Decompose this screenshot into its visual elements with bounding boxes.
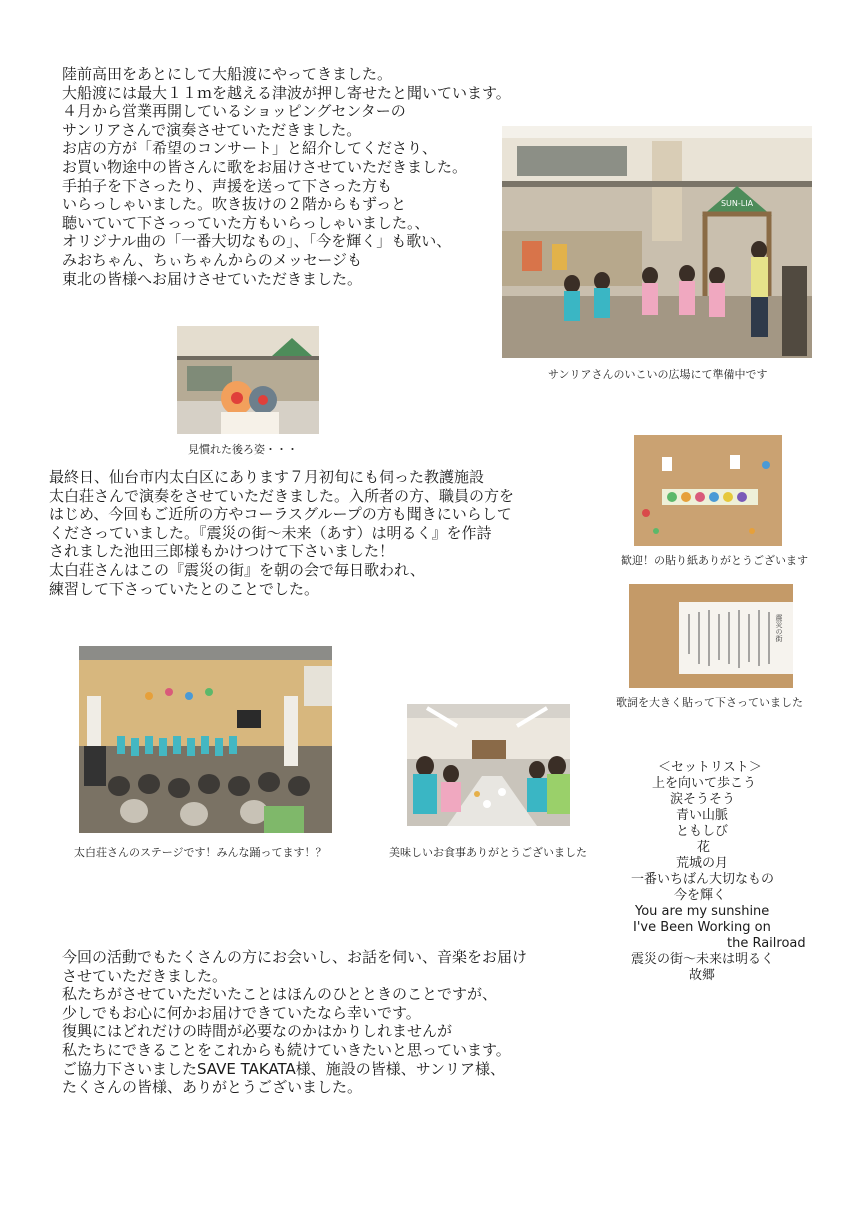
closing-line: たくさんの皆様、ありがとうございました。 — [62, 1078, 363, 1097]
intro-line: 聴いていて下さっっていた方もいらっしゃいました。、 — [62, 213, 430, 232]
setlist-song: You are my sunshine — [635, 904, 770, 919]
setlist-song: the Railroad — [727, 936, 806, 951]
intro-line: いらっしゃいました。吹き抜けの２階からもずっと — [62, 195, 407, 214]
middle-line: くださっていました。『震災の街～未来（あす）は明るく』を作詩 — [49, 523, 492, 542]
intro-line: 東北の皆様へお届けさせていただきました。 — [62, 269, 363, 288]
setlist-song: 花 — [697, 840, 711, 855]
middle-line: はじめ、今回もご近所の方やコーラスグループの方も聞きにいらして — [49, 505, 512, 524]
intro-line: お買い物途中の皆さんに歌をお届けさせていただきました。 — [62, 157, 468, 176]
closing-paragraph — [62, 948, 527, 1097]
mall-photo — [502, 126, 812, 358]
closing-line: 今回の活動でもたくさんの方にお会いし、お話を伺い、音楽をお届け — [62, 948, 528, 966]
closing-line: させていただきました。 — [62, 966, 228, 985]
setlist-song: 上を向いて歩こう — [652, 776, 757, 791]
intro-line: 陸前高田をあとにして大船渡にやってきました。 — [62, 65, 393, 83]
setlist-song: 故郷 — [689, 968, 716, 983]
closing-line: 私たちがさせていただいたことはほんのひとときのことですが、 — [62, 985, 498, 1004]
setlist-song: 一番いちばん大切なもの — [631, 872, 775, 887]
closing-line: ご協力下さいましたSAVE TAKATA様、施設の皆様、サンリア様、 — [62, 1059, 506, 1078]
intro-line: 手拍子を下さったり、声援を送って下さった方も — [62, 176, 393, 195]
middle-line: 太白荘さんはこの『震災の街』を朝の会で毎日歌われ、 — [49, 560, 425, 579]
mall-sign-text: SUN-LIA — [720, 199, 754, 208]
closing-line: 私たちにできることをこれからも続けていきたいと思っています。 — [62, 1040, 511, 1059]
intro-line: ４月から営業再開しているショッピングセンターの — [62, 102, 406, 121]
middle-line: されました池田三郎様もかけつけて下さいました！ — [49, 542, 395, 561]
back-view-photo — [177, 326, 319, 434]
intro-line: 大船渡には最大１１ｍを越える津波が押し寄せたと聞いています。 — [62, 83, 511, 102]
closing-line: 少しでもお心に何かお届けできていたなら幸いです。 — [62, 1003, 421, 1022]
middle-line: 最終日、仙台市内太白区にあります７月初旬にも伺った教護施設 — [49, 468, 485, 486]
intro-line: みおちゃん、ちぃちゃんからのメッセージも — [62, 250, 363, 269]
setlist — [625, 760, 806, 984]
middle-line: 太白荘さんで演奏をさせていただきました。入所者の方、職員の方を — [49, 486, 515, 505]
intro-paragraph — [62, 65, 511, 288]
lyrics-title-text: 震災の街 — [775, 614, 783, 642]
lyrics-photo — [629, 584, 793, 688]
stage-caption: 太白荘さんのステージです！みんな踊ってます！？ — [74, 846, 327, 859]
intro-line: お店の方が「希望のコンサート」と紹介してくださり、 — [62, 139, 438, 158]
setlist-song: I've Been Working on — [633, 920, 771, 935]
setlist-song: 震災の街～未来は明るく — [631, 952, 775, 967]
lyrics-caption: 歌詞を大きく貼って下さっていました — [616, 696, 803, 709]
stage-photo — [79, 646, 332, 833]
setlist-song: 荒城の月 — [676, 856, 729, 871]
setlist-song: ともしび — [676, 824, 729, 839]
setlist-song: 青い山脈 — [676, 808, 729, 823]
middle-line: 練習して下さっていたとのことでした。 — [49, 579, 320, 598]
setlist-title: ＜セットリスト＞ — [658, 760, 762, 775]
welcome-caption: 歓迎！の貼り紙ありがとうございます — [621, 554, 808, 567]
meal-photo — [407, 704, 570, 826]
welcome-photo — [634, 435, 782, 546]
intro-line: オリジナル曲の「一番大切なもの」、「今を輝く」も歌い、 — [62, 232, 452, 251]
back-view-caption: 見慣れた後ろ姿・・・ — [188, 443, 298, 456]
mall-caption: サンリアさんのいこいの広場にて準備中です — [548, 368, 768, 381]
setlist-song: 今を輝く — [674, 888, 727, 903]
meal-caption: 美味しいお食事ありがとうございました — [389, 846, 587, 859]
intro-line: サンリアさんで演奏させていただきました。 — [62, 120, 362, 139]
closing-line: 復興にはどれだけの時間が必要なのかはかりしれませんが — [62, 1022, 453, 1041]
setlist-song: 涙そうそう — [670, 792, 736, 807]
middle-paragraph — [49, 468, 514, 598]
